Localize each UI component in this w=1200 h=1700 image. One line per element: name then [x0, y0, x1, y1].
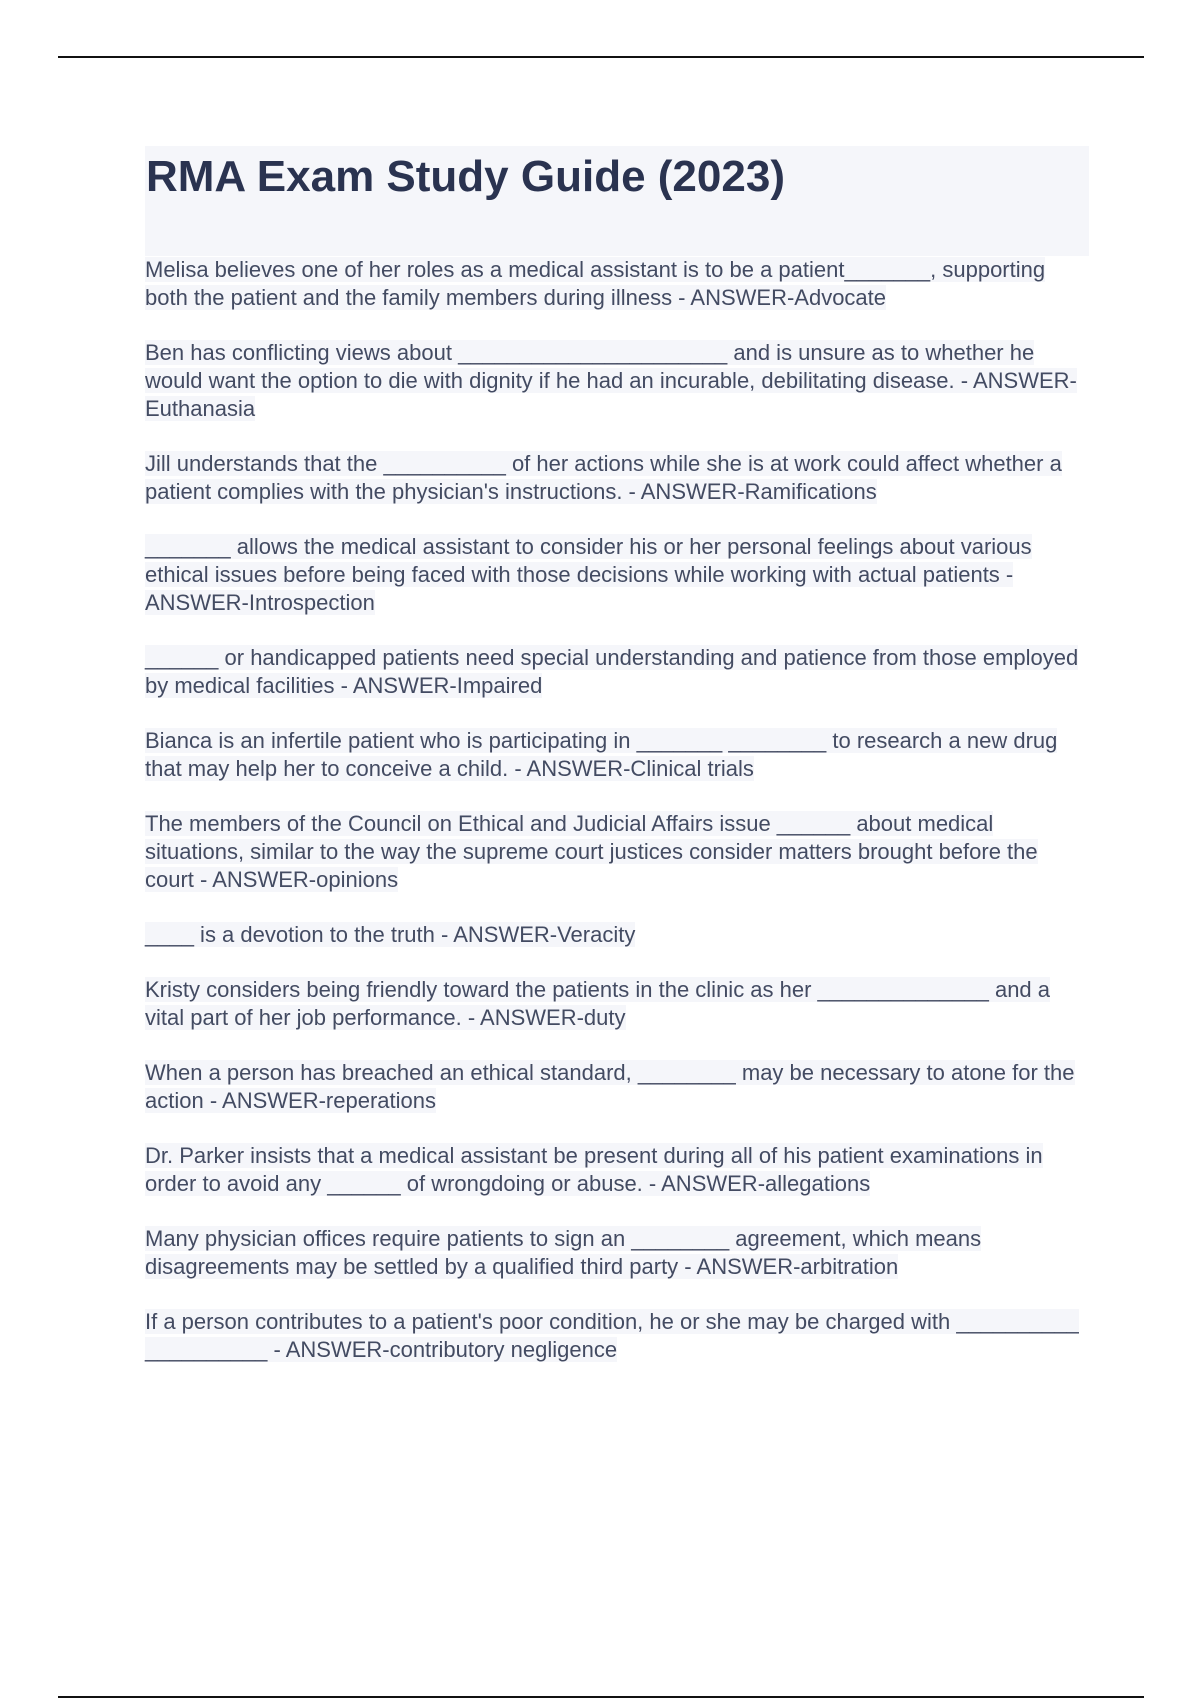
qa-text: When a person has breached an ethical standard, ________ may be necessary to atone for the action - ANSWER-reperations [145, 1060, 1075, 1113]
qa-item [145, 810, 1089, 894]
qa-text: ______ or handicapped patients need special understanding and patience from those employed by medical facilities - ANSWER-Impaired [145, 645, 1079, 698]
qa-item [145, 1225, 1089, 1281]
qa-text: Many physician offices require patients to sign an ________ agreement, which means disagreements may be settled by a qualified third party - ANSWER-arbitration [145, 1226, 982, 1279]
qa-text: ____ is a devotion to the truth - ANSWER-Veracity [145, 922, 636, 947]
qa-item [145, 1142, 1089, 1198]
qa-text: Jill understands that the __________ of her actions while she is at work could affect whether a patient complies with the physician's instructions. - ANSWER-Ramifications [145, 451, 1062, 504]
qa-text: Kristy considers being friendly toward the patients in the clinic as her ______________ and a vital part of her job performance. - ANSWER-duty [145, 977, 1051, 1030]
qa-item [145, 644, 1089, 700]
qa-item [145, 921, 1089, 949]
footer-rule [58, 1696, 1144, 1698]
qa-text: Ben has conflicting views about ______________________ and is unsure as to whether he would want the option to die with dignity if he had an incurable, debilitating disease. - ANSWER-Euthanasia [145, 340, 1077, 421]
page-title: RMA Exam Study Guide (2023) [146, 152, 785, 201]
qa-item [145, 976, 1089, 1032]
qa-text: If a person contributes to a patient's poor condition, he or she may be charged with __________ __________ - ANSWER-contributory negligence [145, 1309, 1079, 1362]
qa-text: _______ allows the medical assistant to consider his or her personal feelings about various ethical issues before being faced with those decisions while working with actual patients - ANSWER-Introspection [145, 534, 1032, 615]
header-rule [58, 56, 1144, 58]
qa-item [145, 339, 1089, 423]
qa-item [145, 1308, 1089, 1364]
qa-text: The members of the Council on Ethical and Judicial Affairs issue ______ about medical situations, similar to the way the supreme court justices consider matters brought before the court - ANSWER-opinions [145, 811, 1038, 892]
title-block [145, 146, 1089, 256]
qa-item [145, 256, 1089, 312]
qa-text: Melisa believes one of her roles as a medical assistant is to be a patient_______, supporting both the patient and the family members during illness - ANSWER-Advocate [145, 257, 1046, 310]
qa-item [145, 533, 1089, 617]
qa-text: Bianca is an infertile patient who is participating in _______ ________ to research a new drug that may help her to conceive a child. - ANSWER-Clinical trials [145, 728, 1058, 781]
qa-item [145, 1059, 1089, 1115]
qa-item [145, 727, 1089, 783]
qa-text: Dr. Parker insists that a medical assistant be present during all of his patient examinations in order to avoid any ______ of wrongdoing or abuse. - ANSWER-allegations [145, 1143, 1043, 1196]
qa-item [145, 450, 1089, 506]
qa-list [145, 256, 1089, 1391]
